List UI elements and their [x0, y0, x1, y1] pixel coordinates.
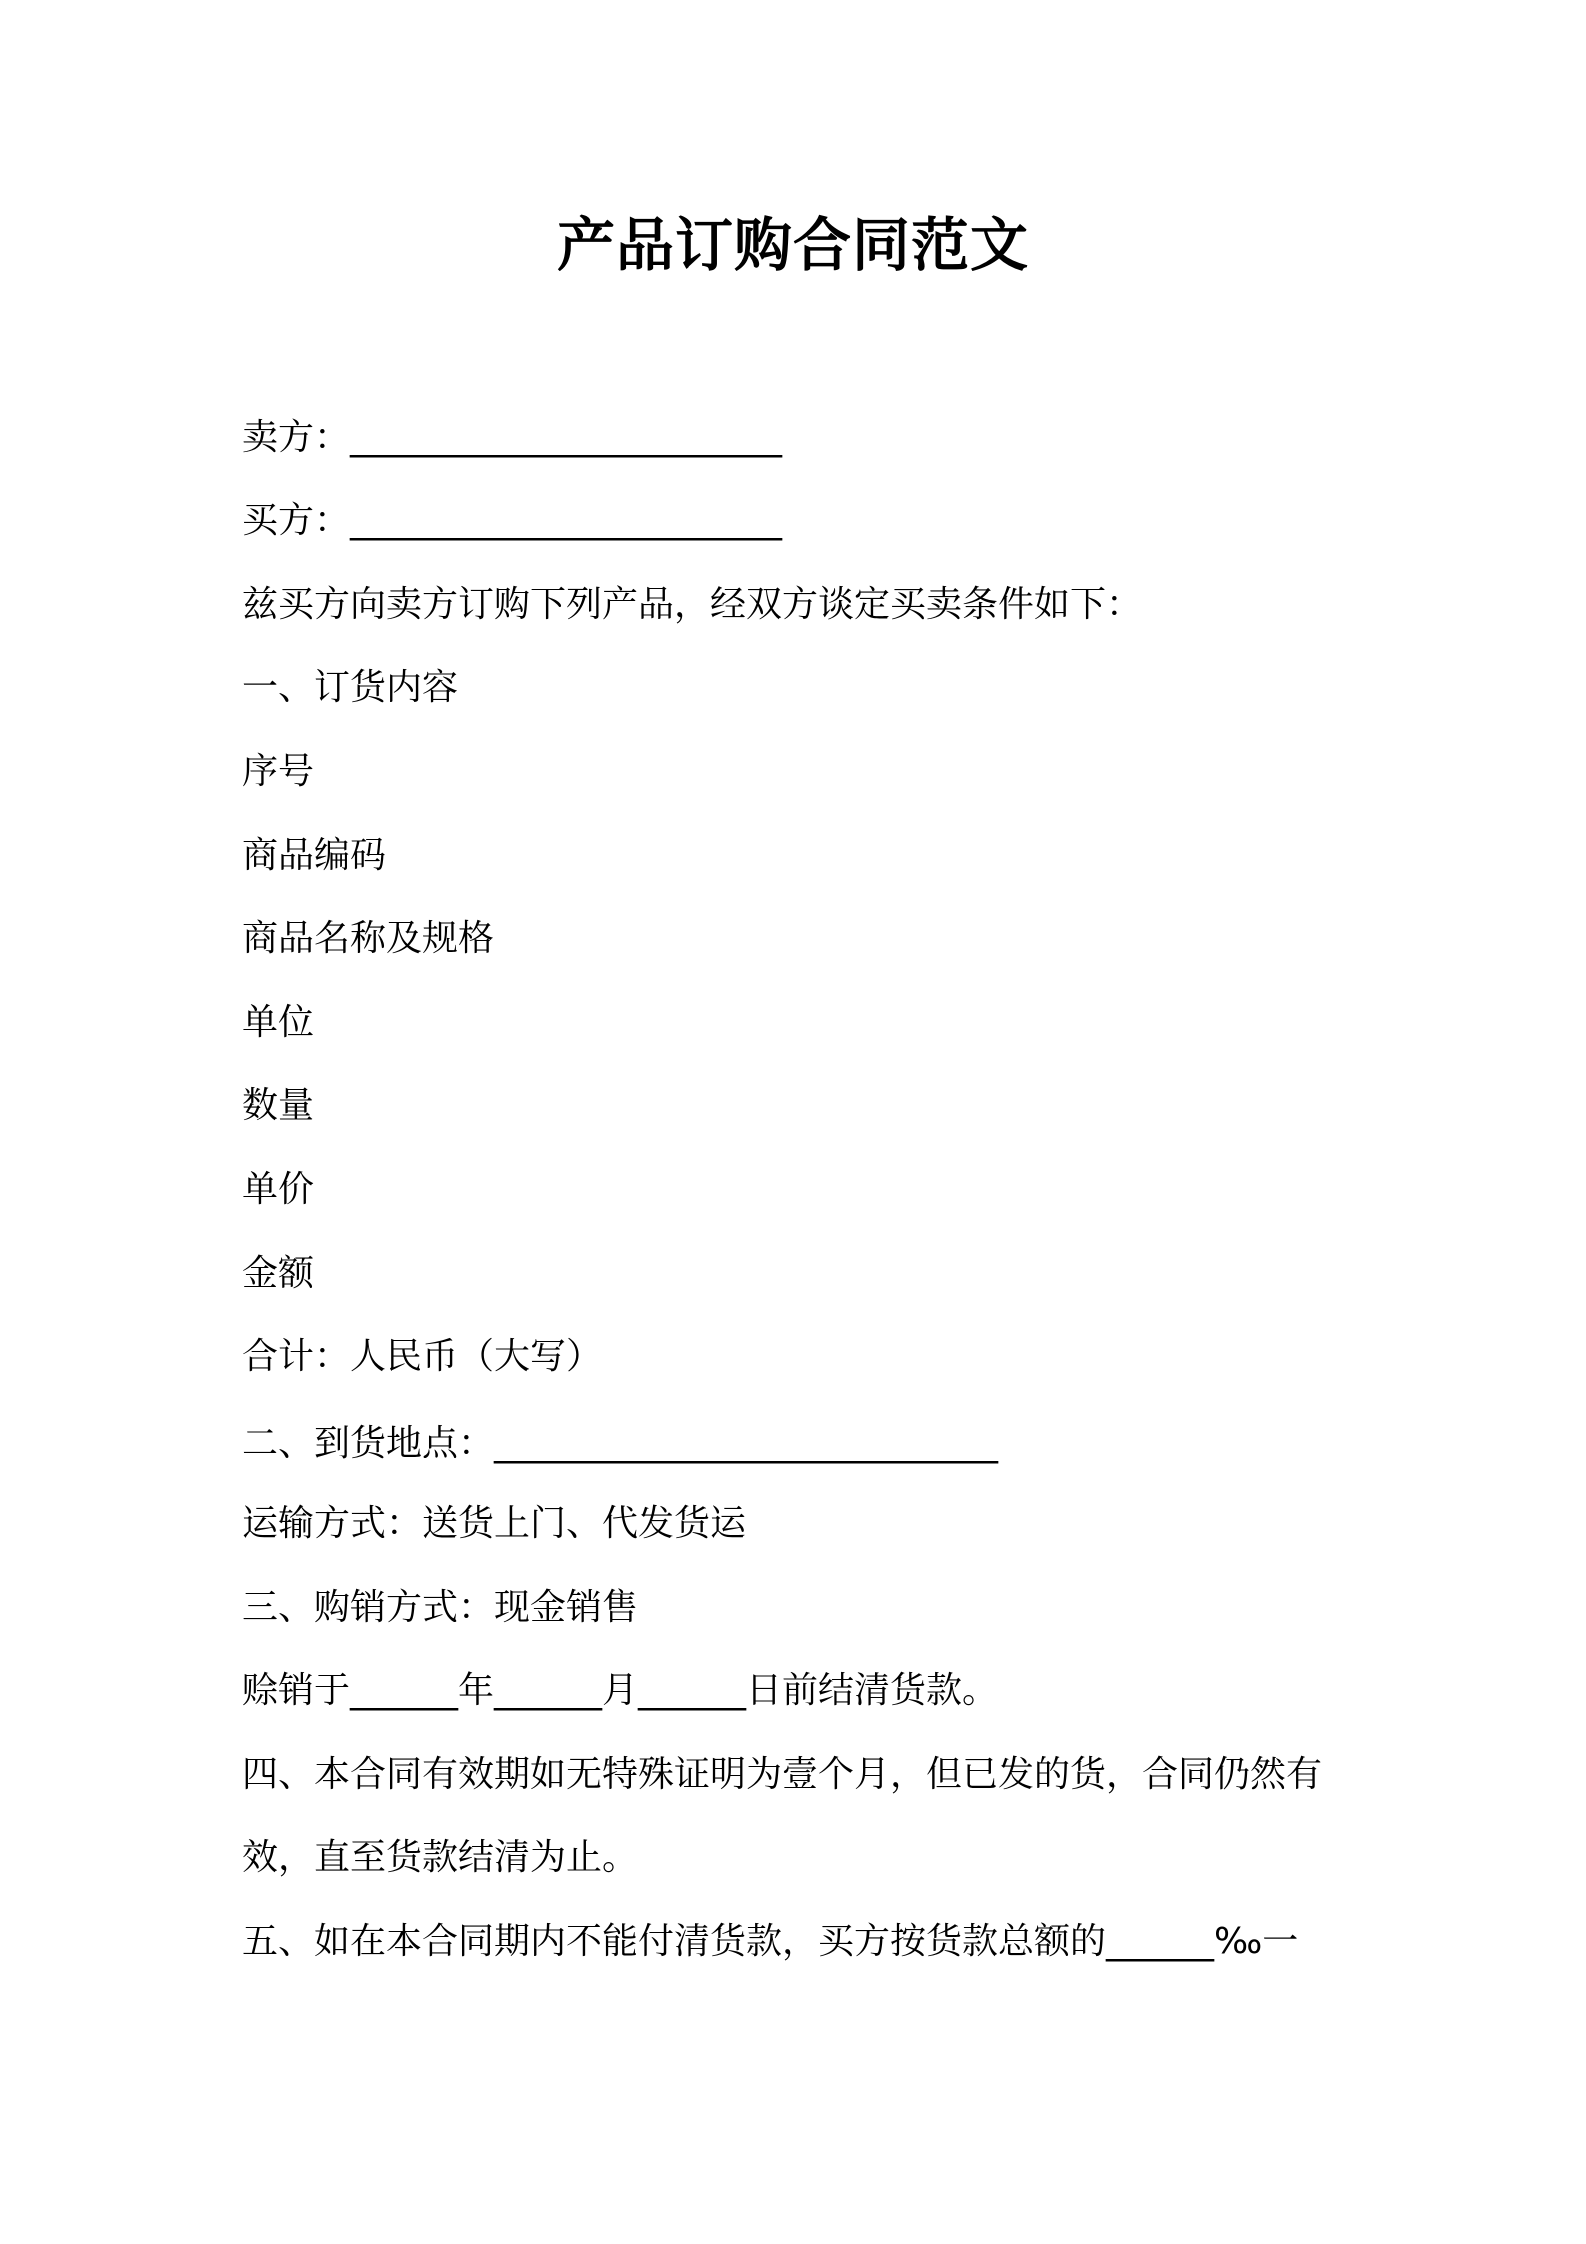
section-4-line-2: 效，直至货款结清为止。 [242, 1837, 639, 1878]
section-2-delivery-line: 二、到货地点：____________________________ [242, 1423, 999, 1464]
item-serial-label: 序号 [242, 751, 315, 792]
item-name-spec-label: 商品名称及规格 [242, 918, 495, 959]
total-line: 合计：人民币（大写） [242, 1336, 603, 1377]
item-amount-label: 金额 [242, 1253, 315, 1294]
buyer-line: 买方：________________________ [242, 500, 783, 541]
item-unit-label: 单位 [242, 1002, 315, 1043]
section-5-line-1: 五、如在本合同期内不能付清货款，买方按货款总额的______‰一 [242, 1921, 1299, 1962]
credit-sale-line: 赊销于______年______月______日前结清货款。 [242, 1670, 999, 1711]
section-4-line-1: 四、本合同有效期如无特殊证明为壹个月，但已发的货，合同仍然有 [242, 1754, 1323, 1795]
section-3-sales-method-line: 三、购销方式：现金销售 [242, 1587, 639, 1628]
preamble-line: 兹买方向卖方订购下列产品，经双方谈定买卖条件如下： [242, 584, 1143, 625]
seller-line: 卖方：________________________ [242, 417, 783, 458]
document-title: 产品订购合同范文 [556, 211, 1029, 279]
item-unit-price-label: 单价 [242, 1169, 315, 1210]
item-code-label: 商品编码 [242, 835, 387, 876]
section-1-heading: 一、订货内容 [242, 667, 459, 708]
item-quantity-label: 数量 [242, 1085, 315, 1126]
transport-method-line: 运输方式：送货上门、代发货运 [242, 1503, 747, 1544]
